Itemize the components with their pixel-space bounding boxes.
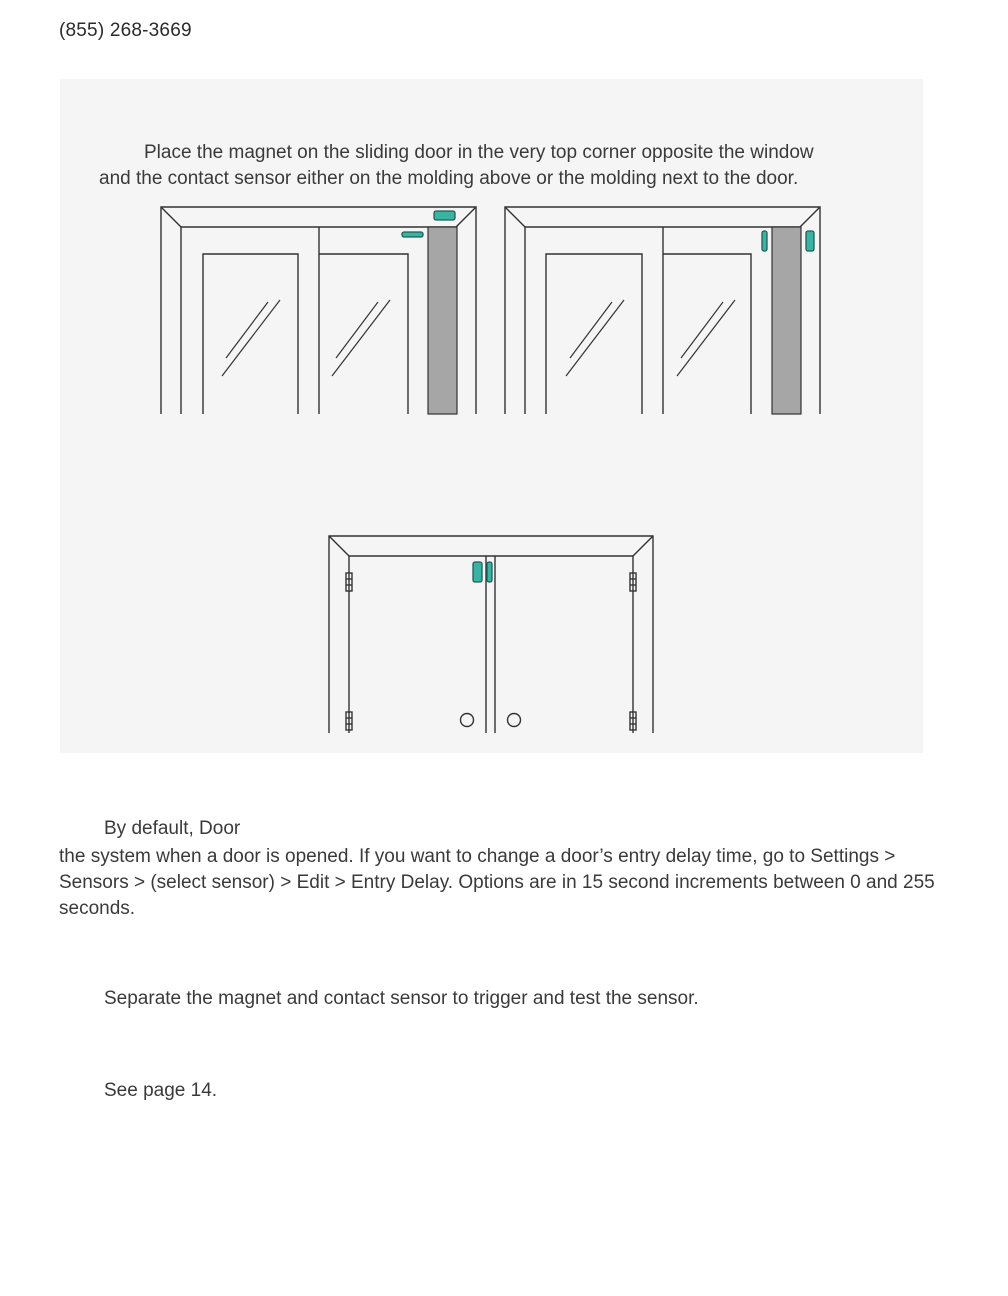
magnet-icon: [762, 231, 767, 251]
test-sensor-text: Separate the magnet and contact sensor to trigger and test the sensor.: [104, 988, 699, 1009]
intro-line-2: and the contact sensor either on the molding above or the molding next to the door.: [99, 168, 799, 189]
door-knob-icon: [508, 714, 521, 727]
molding-strip: [772, 227, 801, 414]
sliding-door-top-mount-diagram: [160, 206, 480, 416]
contact-sensor-icon: [434, 211, 455, 220]
entry-delay-heading-line: By default, Door: [104, 818, 241, 839]
see-page-reference: See page 14.: [104, 1080, 218, 1101]
contact-sensor-icon: [473, 562, 482, 582]
phone-number: (855) 268-3669: [59, 20, 192, 41]
intro-line-1: Place the magnet on the sliding door in the very top corner opposite the window: [144, 142, 814, 163]
molding-strip: [428, 227, 457, 414]
door-knob-icon: [461, 714, 474, 727]
entry-delay-paragraph: the system when a door is opened. If you want to change a door’s entry delay time, go to Settings > Sensors > (select sensor) > Edit > Entry Delay. Options are in 15 second increments between 0 and 255 seconds.: [59, 846, 935, 919]
double-door-diagram: [328, 535, 656, 735]
contact-sensor-icon: [806, 231, 814, 251]
intro-instructions: [99, 140, 899, 192]
hinge-icon: [346, 573, 636, 730]
magnet-icon: [487, 562, 492, 582]
sliding-door-side-mount-diagram: [504, 206, 824, 416]
magnet-icon: [402, 232, 423, 237]
